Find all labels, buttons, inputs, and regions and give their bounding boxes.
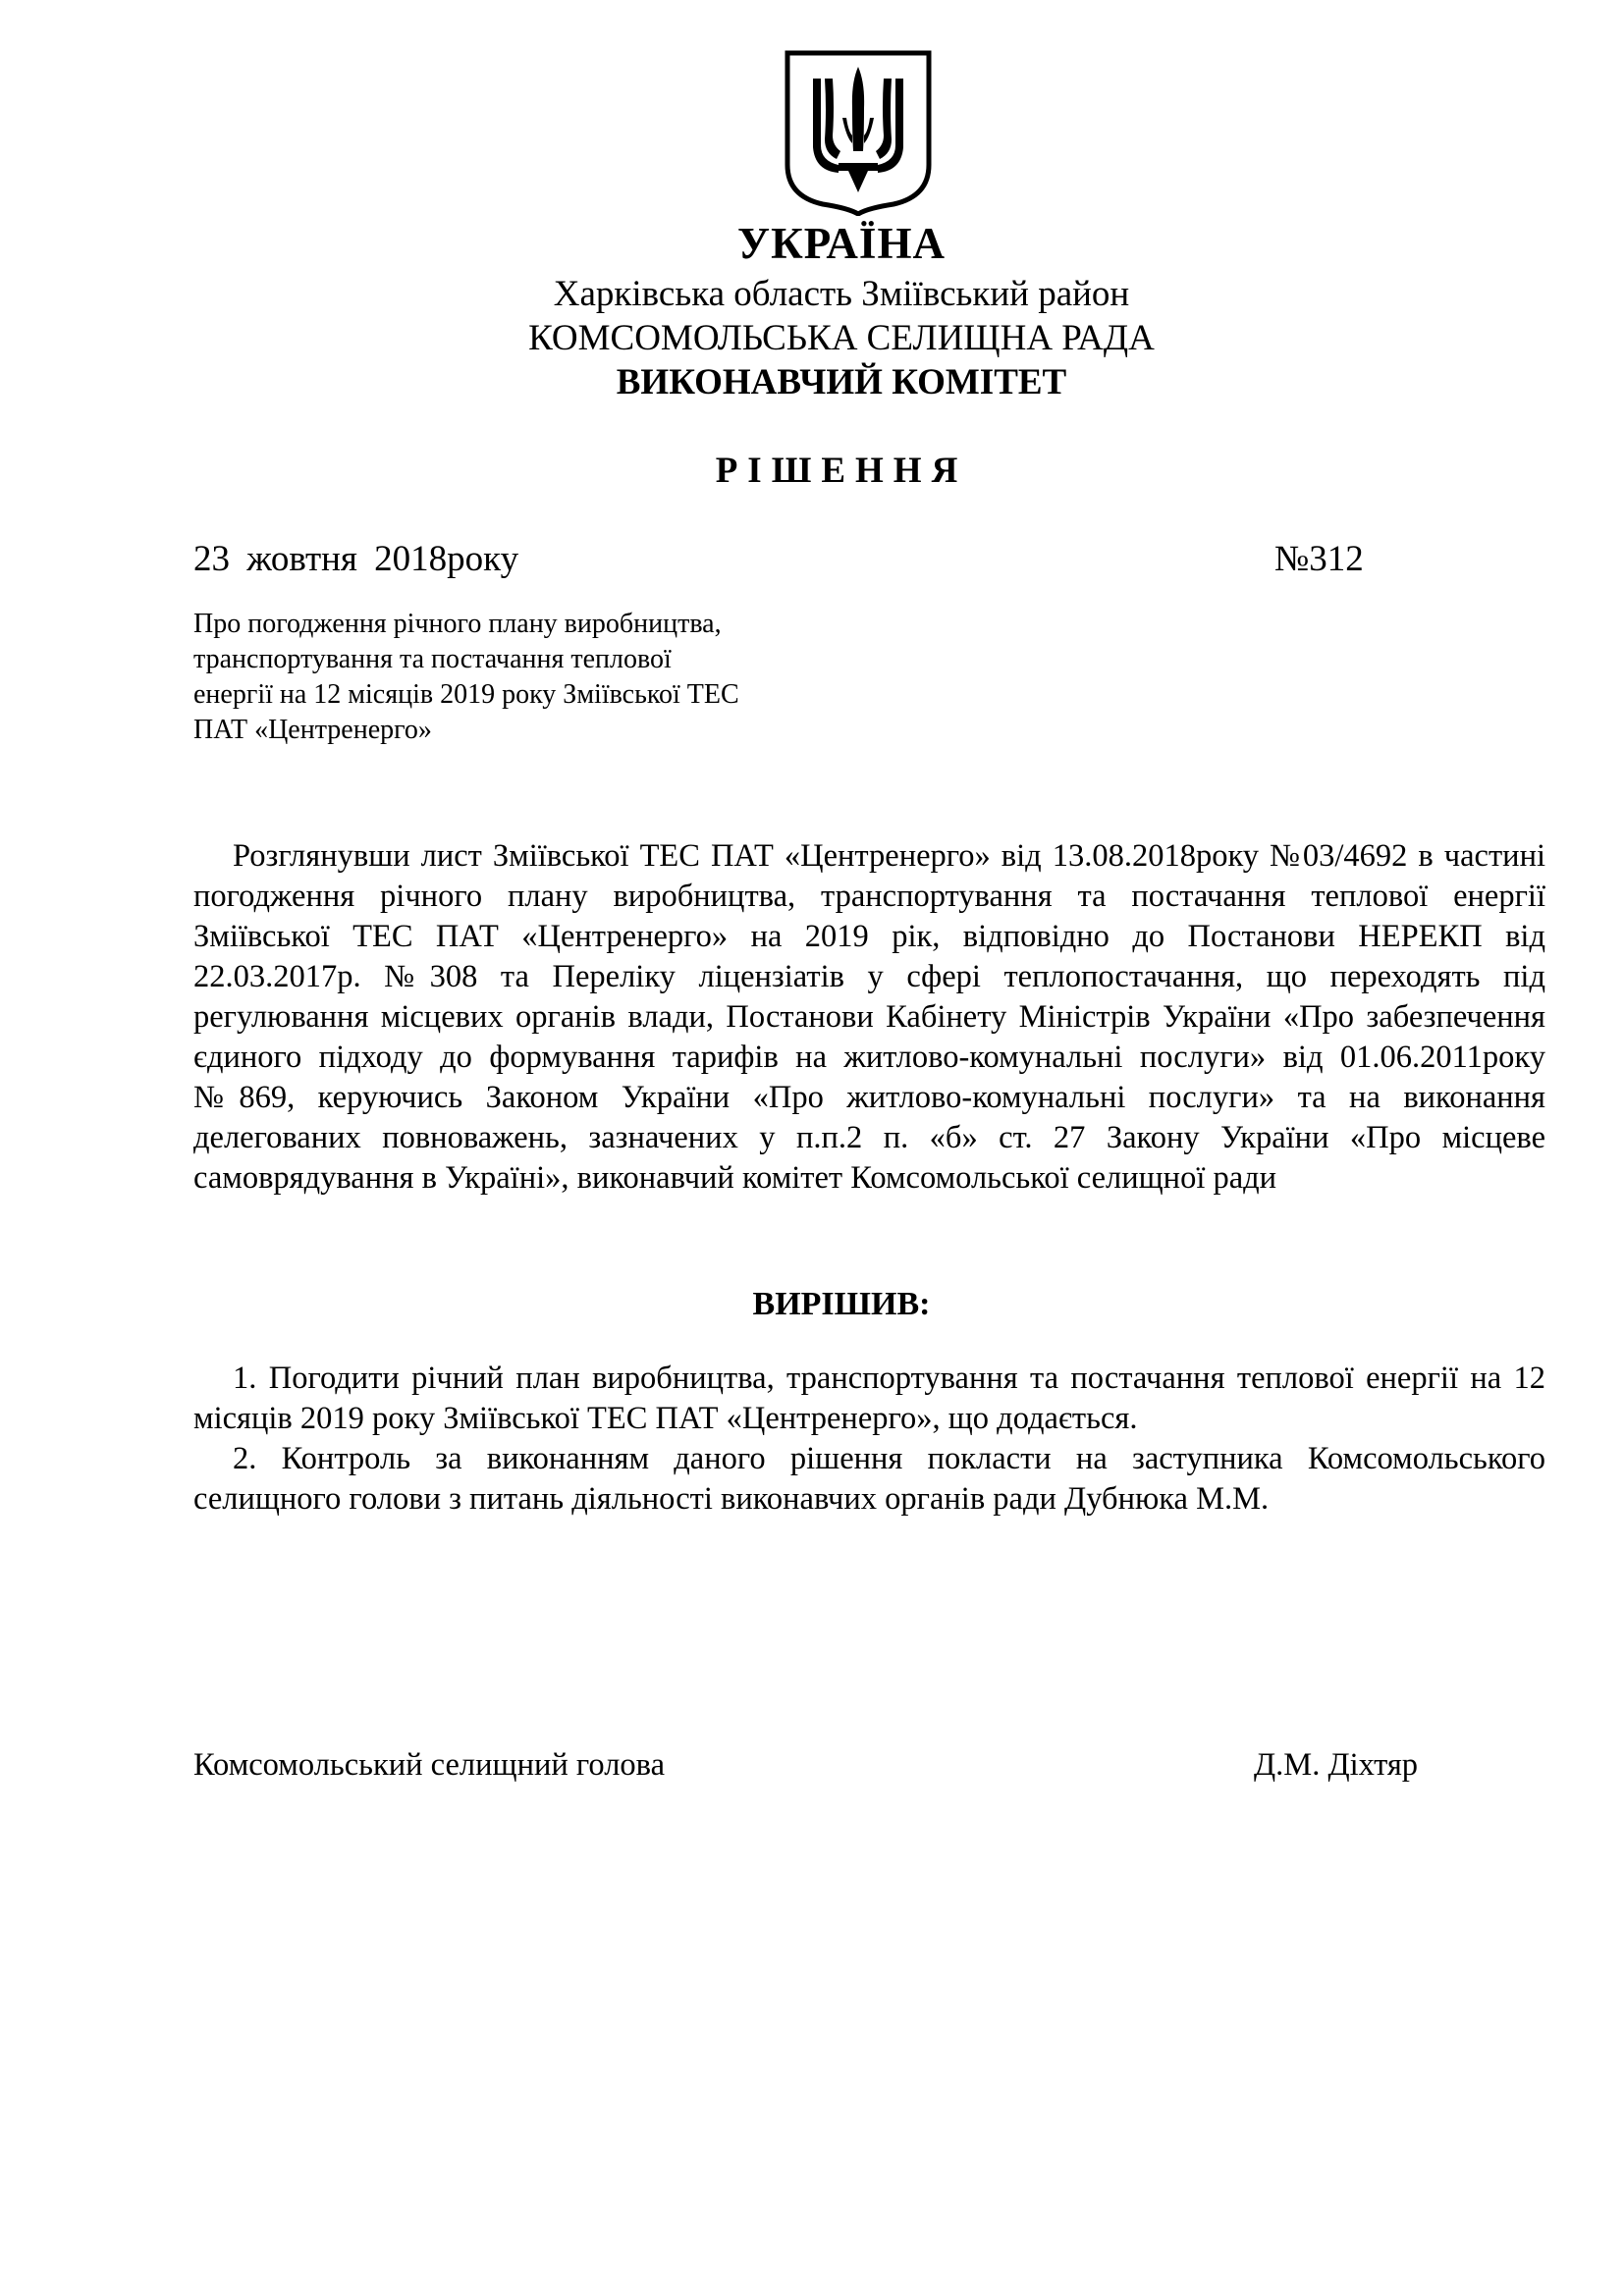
- preamble-paragraph: Розглянувши лист Зміївської ТЕС ПАТ «Центренерго» від 13.08.2018року №03/4692 в частині погодження річного плану виробництва, транспортування та постачання теплової енергії Зміївської ТЕС ПАТ «Центренерго» на 2019 рік, відповідно до Постанови НЕРЕКП від 22.03.2017р. №308 та Переліку ліцензіатів у сфері теплопостачання, що переходять під регулювання місцевих органів влади, Постанови Кабінету Міністрів України «Про забезпечення єдиного підходу до формування тарифів на житлово-комунальні послуги» від 01.06.2011року №869, керуючись Законом України «Про житлово-комунальні послуги» та на виконання делегованих повноважень, зазначених у п.п.2 п. «б» ст. 27 Закону України «Про місцеве самоврядування в Україні», виконавчий комітет Комсомольської селищної ради: [193, 838, 1545, 1196]
- country-title: УКРАЇНА: [737, 219, 946, 268]
- decision-number: №312: [1274, 539, 1364, 579]
- document-type-title: РІШЕННЯ: [715, 451, 968, 491]
- subject-line: енергії на 12 місяців 2019 року Зміївської ТЕС: [193, 679, 739, 710]
- resolution-item: 2. Контроль за виконанням даного рішення покласти на заступника Комсомольського селищного голови з питань діяльності виконавчих органів ради Дубнюка М.М.: [193, 1441, 1545, 1517]
- resolution-item: 1. Погодити річний план виробництва, транспортування та постачання теплової енергії на 12 місяців 2019 року Зміївської ТЕС ПАТ «Центренерго», що додається.: [193, 1361, 1545, 1436]
- committee-name: ВИКОНАВЧИЙ КОМІТЕТ: [616, 362, 1067, 402]
- subject-line: ПАТ «Центренерго»: [193, 715, 432, 745]
- decision-date: 23 жовтня 2018року: [193, 539, 519, 579]
- subject-line: Про погодження річного плану виробництва,: [193, 609, 722, 639]
- region-line: Харківська область Зміївський район: [553, 274, 1130, 314]
- coat-of-arms-icon: [784, 49, 933, 216]
- signatory-name: Д.М. Діхтяр: [1254, 1747, 1419, 1783]
- resolution-items: [193, 1359, 1545, 1520]
- council-name: КОМСОМОЛЬСЬКА СЕЛИЩНА РАДА: [528, 318, 1155, 358]
- resolved-heading: ВИРІШИВ:: [752, 1286, 931, 1322]
- subject-line: транспортування та постачання теплової: [193, 644, 672, 674]
- decision-subject: [193, 607, 822, 748]
- signatory-title: Комсомольський селищний голова: [193, 1747, 666, 1783]
